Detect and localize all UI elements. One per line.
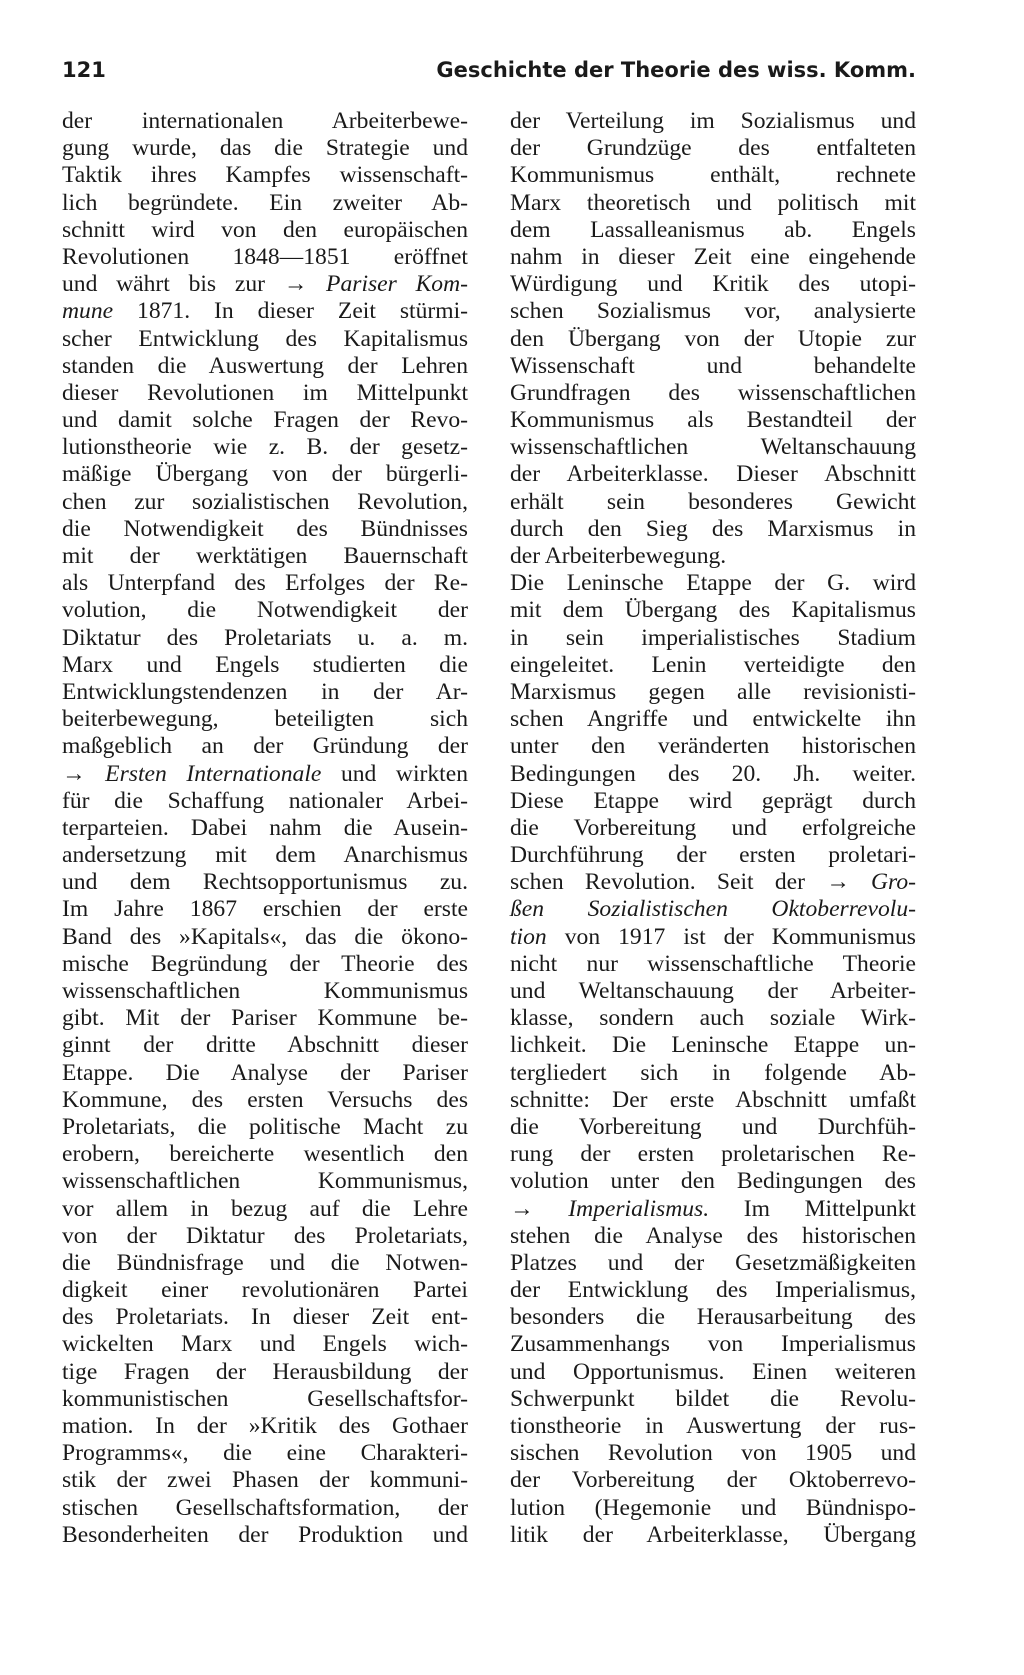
text-line: vor allem in bezug auf die Lehre [62,1195,468,1222]
cross-reference-arrow-icon: → [283,271,308,298]
text-line: den Übergang von der Utopie zur [510,325,916,352]
cross-reference-term: Imperialismus. [533,1195,710,1222]
text-line: stik der zwei Phasen der kommuni- [62,1467,468,1494]
text-line: tergliedert sich in folgende Ab- [510,1059,916,1086]
text-line: von der Diktatur des Proletariats, [62,1222,468,1249]
text-line: erobern, bereicherte wesentlich den [62,1141,468,1168]
text-line: Kommune, des ersten Versuchs des [62,1086,468,1113]
text-line: für die Schaffung nationaler Arbei- [62,787,468,814]
text-line: unter den veränderten historischen [510,733,916,760]
text-line: Schwerpunkt bildet die Revolu- [510,1385,916,1412]
text-line: stehen die Analyse des historischen [510,1222,916,1249]
text-line: lutionstheorie wie z. B. der gesetz- [62,434,468,461]
text-line: eingeleitet. Lenin verteidigte den [510,651,916,678]
text-line [62,298,468,325]
text-line: durch den Sieg des Marxismus in [510,515,916,542]
text-line: wickelten Marx und Engels wich- [62,1331,468,1358]
text-line: als Unterpfand des Erfolges der Re- [62,570,468,597]
text-line: standen die Auswertung der Lehren [62,352,468,379]
text-line: Marxismus gegen alle revisionisti- [510,678,916,705]
text-line: scher Entwicklung des Kapitalismus [62,325,468,352]
text-line: mation. In der »Kritik des Gothaer [62,1413,468,1439]
text-line: Programms«, die eine Charakteri- [62,1440,468,1467]
text-line: gibt. Mit der Pariser Kommune be- [62,1005,468,1032]
text-line: mit der werktätigen Bauernschaft [62,543,468,569]
text-line: maßgeblich an der Gründung der [62,733,468,760]
running-head: Geschichte der Theorie des wiss. Komm. [436,58,916,82]
text-line [510,1196,916,1223]
text-line: Kommunismus enthält, rechnete [510,162,916,189]
text-line: wissenschaftlichen Kommunismus [62,978,468,1004]
text-fragment: und wirkten [321,760,468,787]
text-line: Würdigung und Kritik des utopi- [510,271,916,298]
text-line: erhält sein besonderes Gewicht [510,488,916,515]
text-line [62,761,468,788]
text-line: in sein imperialistisches Stadium [510,624,916,651]
text-line: Zusammenhangs von Imperialismus [510,1331,916,1358]
text-line: Die Leninsche Etappe der G. wird [510,570,916,597]
text-line: rung der ersten proletarischen Re- [510,1141,916,1168]
text-line: besonders die Herausarbeitung des [510,1304,916,1331]
text-line: sischen Revolution von 1905 und [510,1440,916,1467]
text-line: litik der Arbeiterklasse, Übergang [510,1521,916,1548]
text-line [510,896,916,923]
cross-reference-term: mune [62,298,114,325]
page-header [62,58,916,90]
text-fragment: schen Revolution. Seit der [510,869,827,896]
text-line: Durchführung der ersten proletari- [510,842,916,869]
text-fragment: 1871. In dieser Zeit stürmi- [113,298,468,325]
text-line: andersetzung mit dem Anarchismus [62,842,468,869]
text-line: der internationalen Arbeiterbewe- [62,108,468,134]
text-line: mit dem Übergang des Kapitalismus [510,597,916,624]
text-line: beiterbewegung, beteiligten sich [62,706,468,733]
text-line: wissenschaftlichen Kommunismus, [62,1168,468,1195]
text-line: Entwicklungstendenzen in der Ar- [62,678,468,705]
text-line: und Weltanschauung der Arbeiter- [510,978,916,1004]
text-line: und damit solche Fragen der Revo- [62,407,468,434]
text-line: Besonderheiten der Produktion und [62,1521,468,1548]
text-line: Kommunismus als Bestandteil der [510,407,916,434]
text-fragment: und währt bis zur [62,271,284,298]
text-line: Bedingungen des 20. Jh. weiter. [510,760,916,787]
text-line: der Arbeiterbewegung. [510,543,727,569]
text-line: und Opportunismus. Einen weiteren [510,1358,916,1385]
text-line: schen Sozialismus vor, analysierte [510,298,916,325]
text-line: mische Begründung der Theorie des [62,950,468,977]
cross-reference-term: Pariser Kom- [307,271,468,298]
text-line: Revolutionen 1848—1851 eröffnet [62,243,468,270]
text-line: chen zur sozialistischen Revolution, [62,488,468,515]
right-text-column [510,108,916,1549]
cross-reference-arrow-icon: → [62,760,86,787]
text-line: digkeit einer revolutionären Partei [62,1277,468,1304]
text-line: tige Fragen der Herausbildung der [62,1358,468,1385]
cross-reference-term: ßen Sozialistischen Oktoberrevolu- [510,896,916,923]
text-line: lich begründete. Ein zweiter Ab- [62,189,468,216]
text-line: die Vorbereitung und erfolgreiche [510,814,916,841]
cross-reference-arrow-icon: → [826,869,850,896]
cross-reference-arrow-icon: → [510,1195,534,1222]
text-line: des Proletariats. In dieser Zeit ent- [62,1304,468,1331]
text-line: dieser Revolutionen im Mittelpunkt [62,379,468,406]
text-line: nicht nur wissenschaftliche Theorie [510,950,916,977]
text-line [62,271,468,298]
text-line: und dem Rechtsopportunismus zu. [62,869,468,896]
text-line: volution unter den Bedingungen des [510,1168,916,1195]
text-line: der Grundzüge des entfalteten [510,135,916,162]
text-line: dem Lassalleanismus ab. Engels [510,216,916,243]
text-line: tionstheorie in Auswertung der rus- [510,1413,916,1439]
text-line: der Entwicklung des Imperialismus, [510,1277,916,1304]
page-number: 121 [62,58,106,82]
text-line: schen Angriffe und entwickelte ihn [510,706,916,733]
text-line: gung wurde, das die Strategie und [62,135,468,162]
text-line: Diktatur des Proletariats u. a. m. [62,624,468,651]
text-line: ginnt der dritte Abschnitt dieser [62,1032,468,1059]
text-line: Proletariats, die politische Macht zu [62,1113,468,1140]
text-line: lution (Hegemonie und Bündnispo- [510,1494,916,1521]
text-line: schnitte: Der erste Abschnitt umfaßt [510,1086,916,1113]
text-line: Taktik ihres Kampfes wissenschaft- [62,162,468,189]
text-line: terparteien. Dabei nahm die Ausein- [62,814,468,841]
text-line: Marx und Engels studierten die [62,651,468,678]
text-line: wissenschaftlichen Weltanschauung [510,434,916,461]
text-line [510,869,916,896]
text-line: der Vorbereitung der Oktoberrevo- [510,1467,916,1494]
text-line: kommunistischen Gesellschaftsfor- [62,1385,468,1412]
text-line: Grundfragen des wissenschaftlichen [510,379,916,406]
text-fragment: Im Mittelpunkt [709,1195,916,1222]
cross-reference-term: Ersten Internationale [85,760,322,787]
text-line: Im Jahre 1867 erschien der erste [62,896,468,923]
text-line [510,924,916,951]
text-line: schnitt wird von den europäischen [62,216,468,243]
text-fragment: von 1917 ist der Kommunismus [546,923,916,950]
text-line: stischen Gesellschaftsformation, der [62,1494,468,1521]
text-line: Etappe. Die Analyse der Pariser [62,1059,468,1086]
cross-reference-term: Gro- [849,869,916,896]
text-line: lichkeit. Die Leninsche Etappe un- [510,1032,916,1059]
left-text-column [62,108,468,1549]
text-line: Wissenschaft und behandelte [510,352,916,379]
text-line: Marx theoretisch und politisch mit [510,189,916,216]
text-line: der Verteilung im Sozialismus und [510,108,916,134]
text-line: der Arbeiterklasse. Dieser Abschnitt [510,461,916,488]
text-line: die Vorbereitung und Durchfüh- [510,1113,916,1140]
text-line: volution, die Notwendigkeit der [62,597,468,624]
text-line: die Notwendigkeit des Bündnisses [62,515,468,542]
text-line: nahm in dieser Zeit eine eingehende [510,243,916,270]
text-line: Platzes und der Gesetzmäßigkeiten [510,1249,916,1276]
text-line: klasse, sondern auch soziale Wirk- [510,1005,916,1032]
text-line: mäßige Übergang von der bürgerli- [62,461,468,488]
cross-reference-term: tion [510,923,547,950]
text-line: Diese Etappe wird geprägt durch [510,787,916,814]
text-line: die Bündnisfrage und die Notwen- [62,1249,468,1276]
text-line: Band des »Kapitals«, das die ökono- [62,923,468,950]
